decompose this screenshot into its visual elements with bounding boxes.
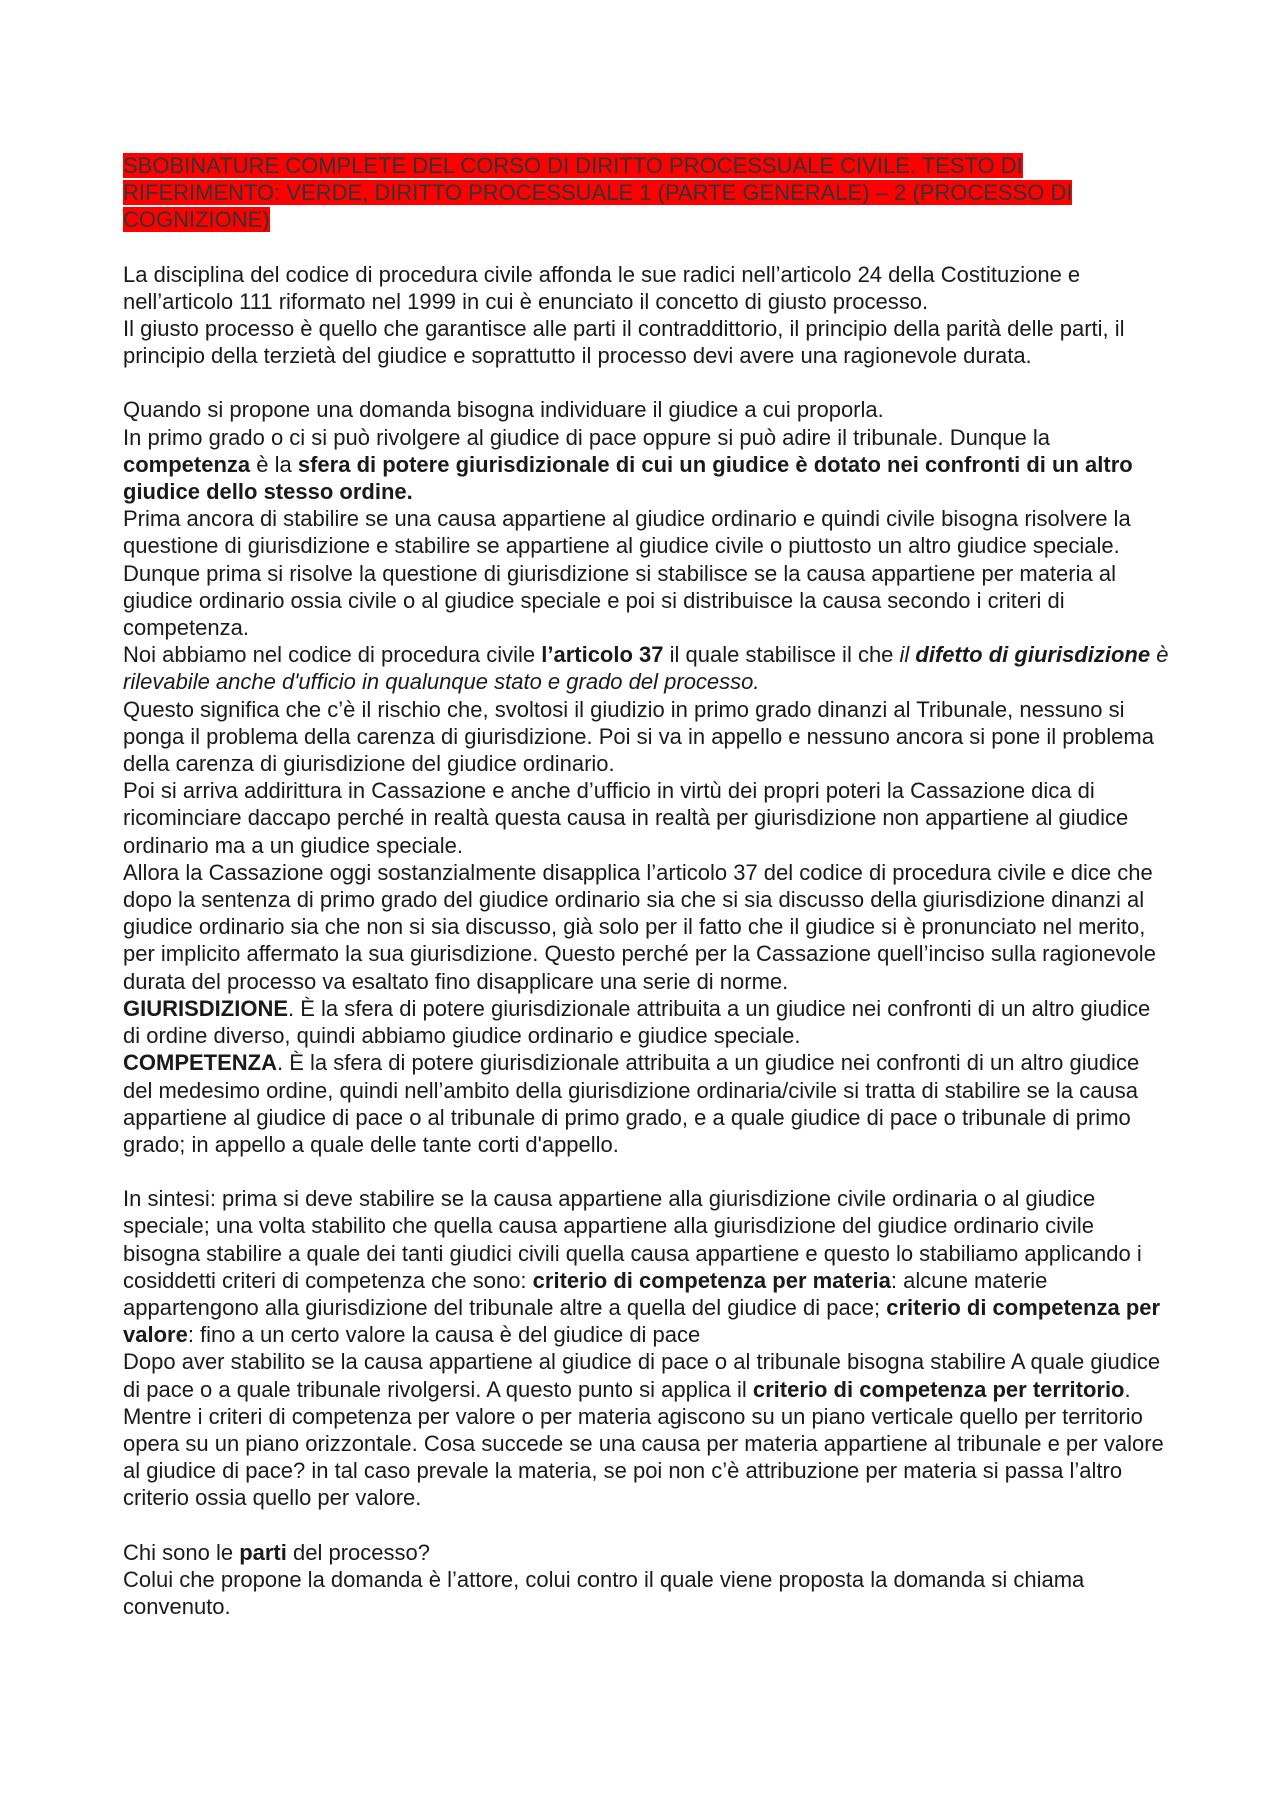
paragraph (123, 1049, 1173, 1158)
text-run: In sintesi: prima si deve stabilire se la causa appartiene alla giurisdizione civile ordinaria o al giudice speciale; una volta stabilito che quella causa appartiene alla giurisdizione del giudice ordinario civile bisogna stabilire a quale dei tanti giudici civili quella causa appartiene e questo lo stabiliamo applicando i cosiddetti criteri di competenza che sono: (123, 1186, 1142, 1293)
paragraph: Il giusto processo è quello che garantisce alle parti il contraddittorio, il principio della parità delle parti, il principio della terzietà del giudice e soprattutto il processo devi avere una ragionevole durata. (123, 316, 1125, 369)
text-run: Dopo aver stabilito se la causa appartiene al giudice di pace o al tribunale bisogna stabilire A quale giudice di pace o a quale tribunale rivolgersi. A questo punto si applica il (123, 1349, 1161, 1402)
bold-definition: sfera di potere giurisdizionale di cui un giudice è dotato nei confronti di un altro giudice dello stesso ordine. (123, 451, 1133, 505)
text-run: . È la sfera di potere giurisdizionale attribuita a un giudice nei confronti di un altro giudice di ordine diverso, quindi abbiamo giudice ordinario e giudice speciale. (123, 995, 1151, 1049)
text-run: : alcune materie appartengono alla giurisdizione del tribunale altre a quella del giudice di pace; (123, 1267, 1048, 1320)
paragraph (123, 641, 1173, 695)
paragraph (123, 1348, 1173, 1511)
spacer (123, 1158, 1173, 1185)
bold-term: criterio di competenza per territorio (752, 1376, 1125, 1402)
paragraph (123, 1185, 1173, 1348)
bold-term: GIURISDIZIONE (123, 995, 289, 1021)
bold-italic-term: difetto di giurisdizione (915, 642, 1151, 668)
text-run: : fino a un certo valore la causa è del giudice di pace (187, 1322, 701, 1348)
spacer (123, 369, 1173, 396)
paragraph (123, 995, 1173, 1049)
paragraph: Allora la Cassazione oggi sostanzialmente disapplica l’articolo 37 del codice di procedura civile e dice che dopo la sentenza di primo grado del giudice ordinario sia che si sia discusso della giurisdizione dinanzi al giudice ordinario sia che non si sia discusso, già solo per il fatto che il giudice si è pronunciato nel merito, per implicito affermato la sua giurisdizione. Questo perché per la Cassazione quell’inciso sulla ragionevole durata del processo va esaltato fino disapplicare una serie di norme. (123, 859, 1156, 994)
bold-term: l’articolo 37 (541, 642, 664, 668)
text-run: In primo grado o ci si può rivolgere al giudice di pace oppure si può adire il tribunale. Dunque la (123, 424, 1050, 450)
text-run: Noi abbiamo nel codice di procedura civile (123, 642, 542, 668)
bold-term: criterio di competenza per materia (532, 1267, 891, 1293)
text-run: . È la sfera di potere giurisdizionale attribuita a un giudice nei confronti di un altro giudice del medesimo ordine, quindi nell’ambito della giurisdizione ordinaria/civile si tratta di stabilire se la causa appartiene al giudice di pace o al tribunale di primo grado, e a quale giudice di pace o tribunale di primo grado; in appello a quale delle tante corti d'appello. (123, 1050, 1140, 1157)
bold-term: criterio di competenza per valore (123, 1294, 1161, 1348)
document-page (123, 152, 1173, 1620)
text-run: Chi sono le (123, 1539, 240, 1565)
paragraph: La disciplina del codice di procedura civile affonda le sue radici nell’articolo 24 della Costituzione e nell’articolo 111 riformato nel 1999 in cui è enunciato il concetto di giusto processo. (123, 261, 1081, 314)
bold-term: competenza (123, 451, 251, 477)
text-run: . Mentre i criteri di competenza per valore o per materia agiscono su un piano verticale quello per territorio opera su un piano orizzontale. Cosa succede se una causa per materia appartiene al tribunale e per valore al giudice di pace? in tal caso prevale la materia, se poi non c’è attribuzione per materia si passa l’altro criterio ossia quello per valore. (123, 1376, 1164, 1511)
italic-run: il (899, 642, 916, 668)
italic-run: è rilevabile anche d'ufficio in qualunque stato e grado del processo. (123, 642, 1169, 695)
text-run: il quale stabilisce il che (663, 642, 900, 668)
paragraph: Poi si arriva addirittura in Cassazione e anche d’ufficio in virtù dei propri poteri la Cassazione dica di ricominciare daccapo perché in realtà questa causa in realtà per giurisdizione non appartiene al giudice ordinario ma a un giudice speciale. (123, 778, 1129, 858)
paragraph: Colui che propone la domanda è l’attore, colui contro il quale viene proposta la domanda si chiama convenuto. (123, 1566, 1085, 1619)
paragraph: Questo significa che c’è il rischio che, svoltosi il giudizio in primo grado dinanzi al Tribunale, nessuno si ponga il problema della carenza di giurisdizione. Poi si va in appello e nessuno ancora si pone il problema della carenza di giurisdizione del giudice ordinario. (123, 696, 1154, 777)
text-run: è la (250, 451, 298, 477)
spacer (123, 234, 1173, 261)
text-run: del processo? (286, 1539, 430, 1565)
paragraph: Prima ancora di stabilire se una causa appartiene al giudice ordinario e quindi civile bisogna risolvere la questione di giurisdizione e stabilire se appartiene al giudice civile o piuttosto un altro giudice speciale. Dunque prima si risolve la questione di giurisdizione si stabilisce se la causa appartiene per materia al giudice ordinario ossia civile o al giudice speciale e poi si distribuisce la causa secondo i criteri di competenza. (123, 506, 1131, 641)
title-highlight: SBOBINATURE COMPLETE DEL CORSO DI DIRITTO PROCESSUALE CIVILE. TESTO DI RIFERIMENTO: VERDE, DIRITTO PROCESSUALE 1 (PARTE GENERALE) – 2 (PROCESSO DI COGNIZIONE) (123, 153, 1073, 233)
spacer (123, 1512, 1173, 1539)
bold-term: parti (239, 1539, 287, 1565)
paragraph: Quando si propone una domanda bisogna individuare il giudice a cui proporla. (123, 397, 884, 423)
paragraph (123, 424, 1173, 506)
paragraph (123, 1539, 1173, 1566)
bold-term: COMPETENZA (123, 1050, 277, 1076)
document-title (123, 152, 1173, 234)
